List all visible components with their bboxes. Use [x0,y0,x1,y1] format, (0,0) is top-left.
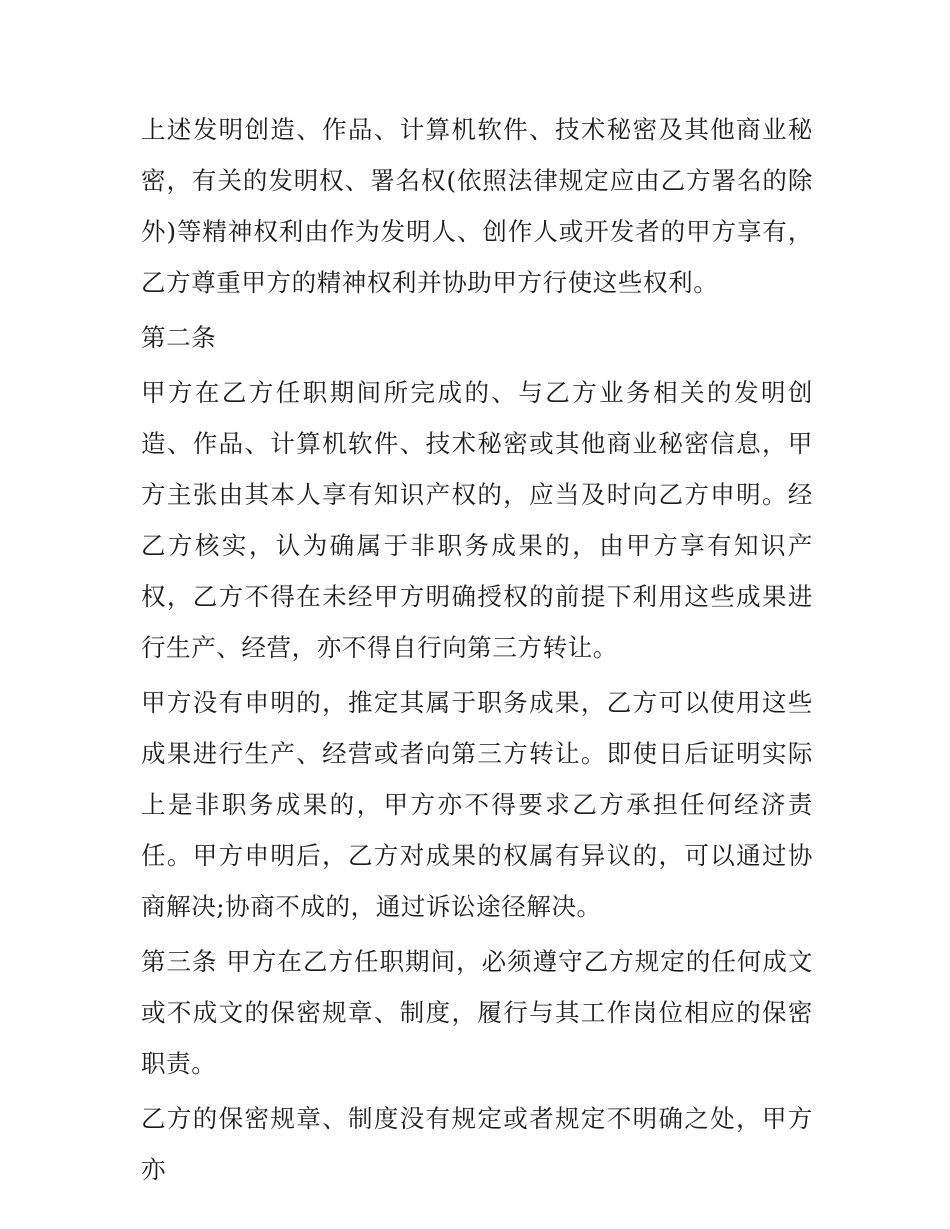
paragraph-non-service-results: 甲方在乙方任职期间所完成的、与乙方业务相关的发明创造、作品、计算机软件、技术秘密或其他商业秘密信息，甲方主张由其本人享有知识产权的，应当及时向乙方申明。经乙方核实，认为确属于非职务成果的，由甲方享有知识产权，乙方不得在未经甲方明确授权的前提下利用这些成果进行生产、经营，亦不得自行向第三方转让。 [141,378,813,662]
document-body [141,104,813,1199]
paragraph-unspecified-rules: 乙方的保密规章、制度没有规定或者规定不明确之处，甲方亦 [141,1104,813,1184]
paragraph-undeclared-results: 甲方没有申明的，推定其属于职务成果，乙方可以使用这些成果进行生产、经营或者向第三方转让。即使日后证明实际上是非职务成果的，甲方亦不得要求乙方承担任何经济责任。甲方申明后，乙方对成果的权属有异议的，可以通过协商解决;协商不成的，通过诉讼途径解决。 [141,688,813,921]
article-2-heading: 第二条 [141,323,217,352]
paragraph-article-3: 第三条 甲方在乙方任职期间，必须遵守乙方规定的任何成文或不成文的保密规章、制度，履行与其工作岗位相应的保密职责。 [141,947,813,1078]
paragraph-moral-rights: 上述发明创造、作品、计算机软件、技术秘密及其他商业秘密，有关的发明权、署名权(依照法律规定应由乙方署名的除外)等精神权利由作为发明人、创作人或开发者的甲方享有，乙方尊重甲方的精神权利并协助甲方行使这些权利。 [141,115,813,297]
